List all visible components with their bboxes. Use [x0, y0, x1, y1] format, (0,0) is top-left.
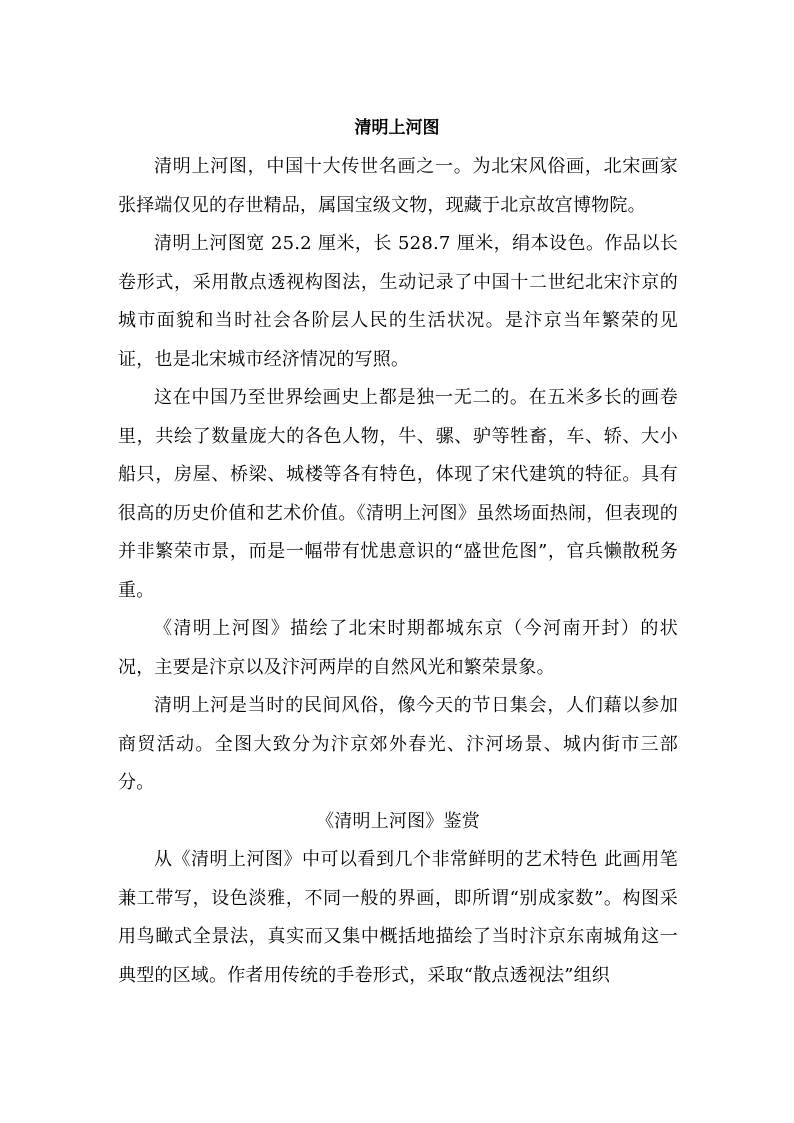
paragraph-custom: 清明上河是当时的民间风俗，像今天的节日集会，人们藉以参加商贸活动。全图大致分为汴京郊外春光、汴河场景、城内街市三部分。: [118, 695, 678, 793]
section-subheading: 《清明上河图》鉴赏: [316, 810, 480, 832]
document-body: [118, 148, 678, 995]
paragraph-subject: 《清明上河图》描绘了北宋时期都城东京（今河南开封）的状况，主要是汴京以及汴河两岸的自然风光和繁荣景象。: [118, 618, 678, 678]
paragraph-history-value: 这在中国乃至世界绘画史上都是独一无二的。在五米多长的画卷里，共绘了数量庞大的各色人物，牛、骡、驴等牲畜，车、轿、大小船只，房屋、桥梁、城楼等各有特色，体现了宋代建筑的特征。具有很高的历史价值和艺术价值。《清明上河图》虽然场面热闹，但表现的并非繁荣市景，而是一幅带有忧患意识的“盛世危图”，官兵懒散税务重。: [118, 387, 678, 601]
document-title: 清明上河图: [354, 118, 440, 138]
paragraph-intro: 清明上河图，中国十大传世名画之一。为北宋风俗画，北宋画家张择端仅见的存世精品，属国宝级文物，现藏于北京故宫博物院。: [118, 156, 678, 216]
paragraph-appreciation: 从《清明上河图》中可以看到几个非常鲜明的艺术特色 此画用笔兼工带写，设色淡雅，不同一般的界画，即所谓“别成家数”。构图采用鸟瞰式全景法，真实而又集中概括地描绘了当时汴京东南城角这一典型的区域。作者用传统的手卷形式，采取“散点透视法”组织: [118, 849, 678, 986]
paragraph-dimensions: 清明上河图宽 25.2 厘米，长 528.7 厘米，绢本设色。作品以长卷形式，采用散点透视构图法，生动记录了中国十二世纪北宋汴京的城市面貌和当时社会各阶层人民的生活状况。是汴京当年繁荣的见证，也是北宋城市经济情况的写照。: [118, 233, 678, 370]
